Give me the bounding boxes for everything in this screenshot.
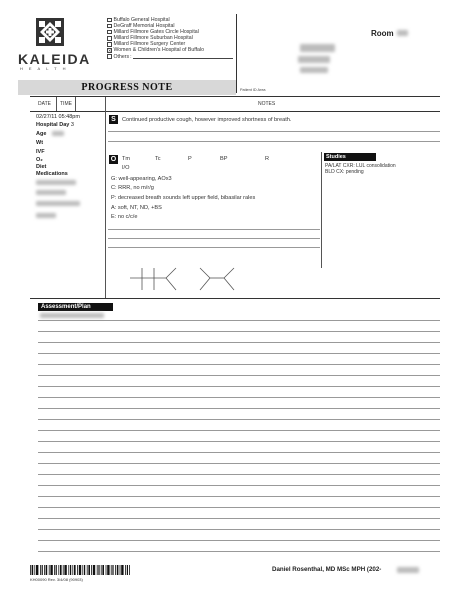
redacted-medication	[36, 180, 76, 185]
redacted-patient-info	[298, 56, 330, 63]
logo-subtitle: HEALTH	[20, 66, 72, 71]
form-code: KH00090 Rev. 3/4/08 (90903)	[30, 577, 83, 582]
assessment-plan-rule	[38, 320, 440, 321]
redacted-patient-name	[300, 44, 335, 52]
exam-abdomen: A: soft, NT, ND, +BS	[111, 205, 162, 211]
table-top-rule	[30, 96, 440, 97]
assessment-plan-rule	[38, 496, 440, 497]
io-label: I/O	[122, 165, 130, 171]
checkbox[interactable]	[107, 54, 112, 59]
assessment-plan-rule	[38, 485, 440, 486]
assessment-plan-rule	[38, 386, 440, 387]
vital-tm: Tm	[122, 156, 131, 162]
assessment-plan-rule	[38, 353, 440, 354]
note-rule	[108, 238, 320, 239]
hospital-option[interactable]: Buffalo General Hospital	[107, 17, 233, 23]
assessment-plan-rule	[38, 342, 440, 343]
o2-label: O₂	[36, 157, 43, 163]
section-rule	[30, 298, 440, 299]
hospital-option[interactable]: Millard Fillmore Gates Circle Hospital	[107, 29, 233, 35]
hospital-checklist	[107, 17, 233, 60]
col-time: TIME	[60, 101, 72, 107]
subjective-text: Continued productive cough, however improved shortness of breath.	[122, 117, 292, 123]
note-rule	[108, 141, 440, 142]
note-datetime: 02/27/11 05:48pm	[36, 114, 80, 120]
studies-text	[325, 163, 396, 175]
objective-badge: O	[110, 156, 117, 163]
hospital-option-others[interactable]: Others :	[107, 54, 233, 60]
header-divider	[236, 14, 237, 93]
redacted-medication	[36, 213, 56, 218]
form-title: PROGRESS NOTE	[81, 82, 173, 93]
assessment-plan-rule	[38, 474, 440, 475]
vital-tc: Tc	[155, 156, 161, 162]
assessment-plan-rule	[38, 419, 440, 420]
room-label: Room	[371, 29, 394, 38]
vital-r: R	[265, 156, 270, 162]
assessment-plan-rule	[38, 507, 440, 508]
assessment-plan-rule	[38, 518, 440, 519]
checkbox[interactable]	[107, 24, 112, 29]
assessment-plan-rule	[38, 430, 440, 431]
vital-p: P	[188, 156, 192, 162]
lab-fishbone-diagram	[128, 264, 238, 294]
col-notes: NOTES	[258, 101, 276, 107]
kaleida-logo-icon	[36, 18, 64, 46]
checkbox[interactable]	[107, 42, 112, 47]
barcode-icon	[30, 565, 130, 575]
note-rule	[108, 247, 320, 248]
signature: Daniel Rosenthal, MD MSc MPH (202-	[272, 566, 382, 573]
assessment-plan-rule	[38, 408, 440, 409]
table-header-rule	[30, 111, 440, 112]
col-separator	[56, 97, 57, 111]
patient-id-label: Patient ID Area	[240, 88, 266, 92]
assessment-plan-rule	[38, 331, 440, 332]
wt-label: Wt	[36, 140, 44, 146]
assessment-plan-rule	[38, 529, 440, 530]
redacted-patient-info	[300, 67, 328, 73]
hospital-option[interactable]: DeGraff Memorial Hospital	[107, 23, 233, 29]
vital-bp: BP	[220, 156, 228, 162]
checkbox-checked[interactable]: ✕	[108, 48, 112, 54]
hospital-option[interactable]: Millard Fillmore Suburban Hospital	[107, 35, 233, 41]
checkbox[interactable]	[107, 18, 112, 23]
study-cxr: PA/LAT CXR: LUL consolidation	[325, 163, 396, 169]
exam-extremities: E: no c/c/e	[111, 214, 138, 220]
others-input-line[interactable]	[133, 55, 233, 59]
col-separator	[105, 97, 106, 111]
col-separator	[75, 97, 76, 111]
age-label: Age	[36, 131, 47, 137]
note-rule	[108, 131, 440, 132]
studies-separator	[321, 152, 322, 268]
studies-header: Studies	[324, 153, 376, 161]
assessment-plan-rule	[38, 441, 440, 442]
exam-general: G: well-appearing, AOx3	[111, 176, 172, 182]
exam-cardiac: C: RRR, no m/r/g	[111, 185, 154, 191]
logo-name: KALEIDA	[18, 51, 91, 67]
hospital-option[interactable]: ✕ Women & Children's Hospital of Buffalo	[108, 47, 204, 54]
hospital-day: Hospital Day 3	[36, 122, 74, 128]
ivf-label: IVF	[36, 149, 45, 155]
assessment-plan-rule	[38, 375, 440, 376]
assessment-plan-rule	[38, 452, 440, 453]
redacted-medication	[36, 201, 80, 206]
assessment-plan-rule	[38, 463, 440, 464]
redacted-room	[397, 30, 408, 36]
redacted-medication	[36, 190, 66, 195]
study-bld-cx: BLD CX: pending	[325, 169, 364, 175]
redacted-age	[52, 131, 64, 136]
assessment-plan-rule	[38, 540, 440, 541]
redacted-assessment	[40, 313, 104, 318]
subjective-badge: S	[109, 115, 118, 124]
diet-label: Diet	[36, 164, 47, 170]
checkbox[interactable]	[107, 30, 112, 35]
sidebar-separator	[105, 111, 106, 298]
checkbox[interactable]	[107, 36, 112, 41]
assessment-plan-header: Assessment/Plan	[38, 303, 113, 311]
assessment-plan-rule	[38, 551, 440, 552]
hospital-option[interactable]: Millard Fillmore Surgery Center	[107, 41, 233, 47]
note-rule	[108, 229, 320, 230]
exam-pulmonary: P: decreased breath sounds left upper field, bibasilar rales	[111, 195, 256, 201]
col-date: DATE	[38, 101, 51, 107]
redacted-phone	[397, 567, 419, 573]
assessment-plan-rule	[38, 364, 440, 365]
medications-label: Medications	[36, 171, 68, 177]
assessment-plan-rule	[38, 397, 440, 398]
